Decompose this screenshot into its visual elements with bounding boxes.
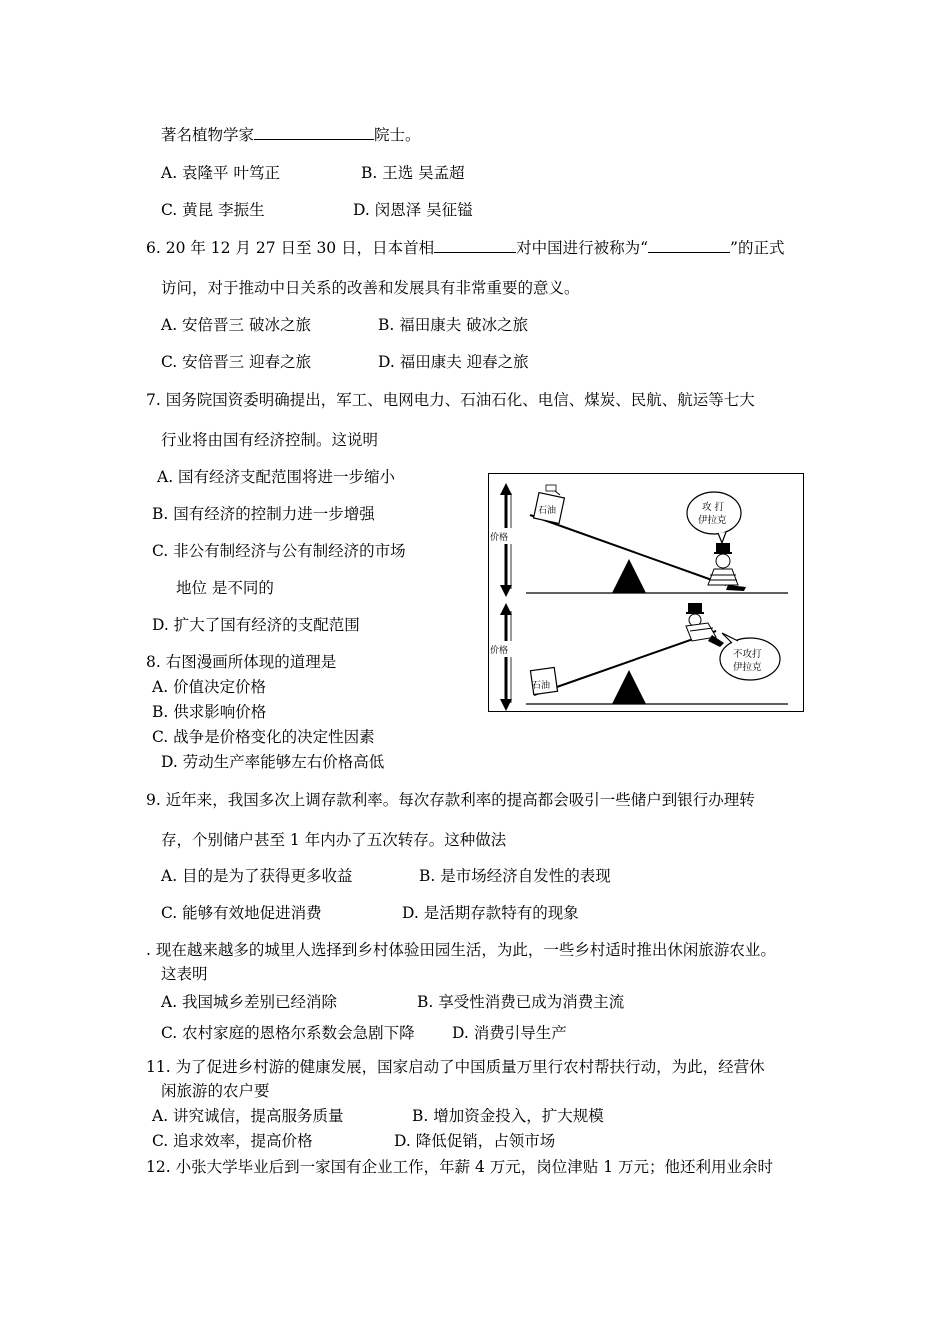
oil-label-bottom: 石油	[532, 681, 551, 691]
q7-option-c-cont: 地位 是不同的	[176, 579, 274, 597]
bubble-bottom-line2: 伊拉克	[733, 662, 762, 673]
q7-stem-line2: 行业将由国有经济控制。这说明	[161, 431, 379, 449]
q9-option-d: D. 是活期存款特有的现象	[402, 904, 579, 922]
q10-option-d: D. 消费引导生产	[452, 1024, 567, 1042]
oil-barrel-bottom	[530, 667, 557, 694]
q6-stem-line2: 访问，对于推动中日关系的改善和发展具有非常重要的意义。	[161, 279, 580, 297]
q7-option-b: B. 国有经济的控制力进一步增强	[152, 505, 375, 523]
q6-stem-text-mid: 对中国进行被称为“	[516, 239, 649, 257]
oil-label-top: 石油	[538, 506, 557, 516]
q9-stem-line2: 存，个别储户甚至 1 年内办了五次转存。这种做法	[161, 831, 507, 849]
q5-option-d: D. 闵恩泽 吴征镒	[353, 201, 473, 219]
q10-stem-line2: 这表明	[161, 965, 208, 983]
q5-option-c: C. 黄昆 李振生	[161, 201, 265, 219]
q5-option-b: B. 王选 吴孟超	[361, 164, 465, 182]
q11-option-a: A. 讲究诚信，提高服务质量	[152, 1107, 344, 1125]
oil-price-cartoon	[488, 473, 804, 712]
q8-option-d: D. 劳动生产率能够左右价格高低	[161, 753, 385, 771]
q11-option-b: B. 增加资金投入，扩大规模	[412, 1107, 604, 1125]
q5-stem-line	[161, 125, 421, 145]
q8-option-c: C. 战争是价格变化的决定性因素	[152, 728, 375, 746]
bubble-top-line1: 攻 打	[702, 502, 725, 513]
q5-stem-text-end: 院士。	[374, 126, 421, 144]
q5-option-a: A. 袁隆平 叶笃正	[161, 164, 280, 182]
q6-blank-1	[434, 238, 516, 253]
price-label-top: 价格	[490, 533, 509, 543]
q6-option-b: B. 福田康夫 破冰之旅	[378, 316, 529, 334]
q6-stem-text-end: ”的正式	[730, 239, 785, 257]
q9-stem-line1: 9. 近年来，我国多次上调存款利率。每次存款利率的提高都会吸引一些储户到银行办理转	[146, 791, 755, 809]
q5-blank	[254, 125, 374, 140]
bubble-top-line2: 伊拉克	[698, 515, 727, 526]
q10-option-b: B. 享受性消费已成为消费主流	[417, 993, 625, 1011]
q5-stem-text: 著名植物学家	[161, 126, 255, 144]
q6-blank-2	[648, 238, 730, 253]
q7-stem-line1: 7. 国务院国资委明确提出，军工、电网电力、石油石化、电信、煤炭、民航、航运等七大	[146, 391, 755, 409]
price-label-bottom: 价格	[490, 646, 509, 656]
q7-option-d: D. 扩大了国有经济的支配范围	[152, 616, 360, 634]
q9-option-a: A. 目的是为了获得更多收益	[161, 867, 353, 885]
q12-stem-line1: 12. 小张大学毕业后到一家国有企业工作，年薪 4 万元，岗位津贴 1 万元；他还利用业余时	[146, 1158, 774, 1176]
q7-option-c: C. 非公有制经济与公有制经济的市场	[152, 542, 406, 560]
q6-stem-text: 6. 20 年 12 月 27 日至 30 日，日本首相	[146, 239, 435, 257]
q11-stem-line1: 11. 为了促进乡村游的健康发展，国家启动了中国质量万里行农村帮扶行动，为此，经营休	[146, 1058, 765, 1076]
q6-option-a: A. 安倍晋三 破冰之旅	[161, 316, 311, 334]
q11-stem-line2: 闲旅游的农户要	[161, 1082, 270, 1100]
q11-option-c: C. 追求效率，提高价格	[152, 1132, 313, 1150]
q7-option-a: A. 国有经济支配范围将进一步缩小	[157, 468, 396, 486]
q6-stem-line1	[146, 238, 784, 258]
q10-stem-line1: . 现在越来越多的城里人选择到乡村体验田园生活，为此，一些乡村适时推出休闲旅游农业。	[146, 941, 776, 959]
q8-option-b: B. 供求影响价格	[152, 703, 267, 721]
bubble-bottom-line1: 不攻打	[733, 649, 762, 660]
q8-option-a: A. 价值决定价格	[152, 678, 267, 696]
q11-option-d: D. 降低促销，占领市场	[394, 1132, 556, 1150]
q9-option-c: C. 能够有效地促进消费	[161, 904, 322, 922]
q6-option-d: D. 福田康夫 迎春之旅	[378, 353, 529, 371]
q8-stem: 8. 右图漫画所体现的道理是	[146, 653, 337, 671]
q9-option-b: B. 是市场经济自发性的表现	[419, 867, 611, 885]
q10-option-a: A. 我国城乡差别已经消除	[161, 993, 338, 1011]
q10-option-c: C. 农村家庭的恩格尔系数会急剧下降	[161, 1024, 415, 1042]
q6-option-c: C. 安倍晋三 迎春之旅	[161, 353, 312, 371]
